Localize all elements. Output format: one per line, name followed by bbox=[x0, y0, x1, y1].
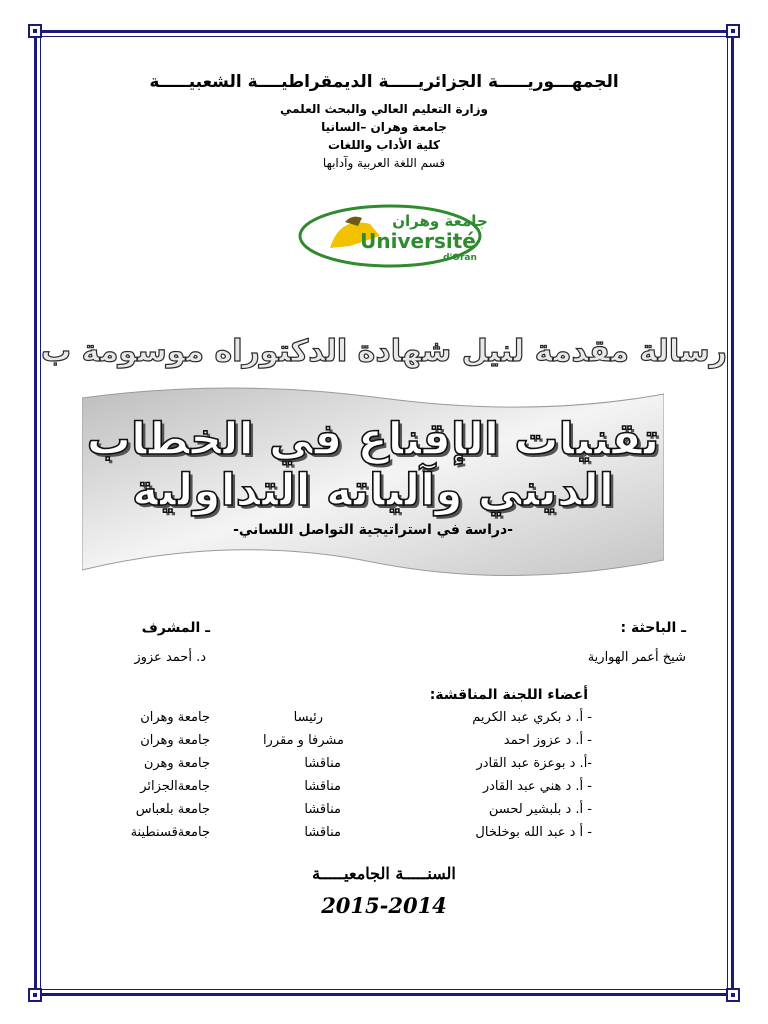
committee-member-university: جامعةقسنطينة bbox=[130, 825, 210, 840]
researcher-name: شيخ أعمر الهوارية bbox=[587, 650, 686, 665]
committee-member-university: جامعة وهران bbox=[140, 733, 210, 748]
committee-member-role: مناقشا bbox=[304, 779, 341, 794]
corner-ornament-top-left bbox=[28, 24, 42, 38]
committee-member-name: - أ. د بلبشير لحسن bbox=[488, 802, 592, 817]
logo-latin-text: Université bbox=[360, 229, 476, 253]
committee-member-role: مشرفا و مقررا bbox=[262, 733, 344, 748]
logo-arabic-text: جامعة وهران bbox=[392, 212, 488, 230]
committee-member-university: جامعة وهرن bbox=[143, 756, 210, 771]
supervisor-name: د. أحمد عزوز bbox=[134, 650, 206, 665]
committee-member-name: - أ د عبد الله بوخلخال bbox=[475, 825, 592, 840]
logo-city-text: d'Oran bbox=[443, 253, 477, 263]
corner-ornament-bottom-right bbox=[726, 988, 740, 1002]
ministry-line: وزارة التعليم العالي والبحث العلمي bbox=[279, 102, 489, 116]
corner-ornament-top-right bbox=[726, 24, 740, 38]
committee-member-role: مناقشا bbox=[304, 825, 341, 840]
academic-year-label: السنـــــة الجامعيـــــة bbox=[312, 864, 456, 883]
committee-member-name: - أ. د عزوز احمد bbox=[503, 733, 592, 748]
committee-label: أعضاء اللجنة المناقشة: bbox=[429, 687, 588, 703]
thesis-title: تقنيات الإقناع في الخطاب الديني وآلياته التداولية bbox=[86, 414, 660, 516]
committee-member-university: جامعةالجزائر bbox=[140, 779, 210, 794]
committee-member-university: جامعة بلعباس bbox=[135, 802, 210, 817]
thesis-intro: رسالة مقدمة لنيل شهادة الدكتوراه موسومة ب bbox=[41, 334, 727, 369]
faculty-line: كلية الأداب واللغات bbox=[327, 138, 441, 152]
researcher-label: ـ الباحثة : bbox=[620, 620, 686, 636]
university-logo bbox=[290, 196, 490, 274]
corner-ornament-bottom-left bbox=[28, 988, 42, 1002]
academic-year-value: 2015-2014 bbox=[321, 893, 447, 918]
thesis-subtitle: -دراسة في استراتيجية التواصل اللساني- bbox=[233, 522, 513, 538]
republic-heading: الجمهـــوريـــــة الجزائريـــــة الديمقراطيــــة الشعبيـــــة bbox=[149, 72, 619, 92]
department-line: قسم اللغة العربية وآدابها bbox=[322, 156, 446, 170]
university-line: جامعة وهران –السانيا bbox=[321, 120, 447, 134]
committee-member-name: -أ. د بوعزة عبد القادر bbox=[476, 756, 592, 771]
committee-member-university: جامعة وهران bbox=[140, 710, 210, 725]
supervisor-label: ـ المشرف bbox=[141, 620, 210, 636]
committee-member-role: مناقشا bbox=[304, 802, 341, 817]
committee-member-name: - أ. د هني عبد القادر bbox=[482, 779, 592, 794]
committee-member-role: مناقشا bbox=[304, 756, 341, 771]
committee-member-name: - أ. د بكري عبد الكريم bbox=[472, 710, 592, 725]
committee-member-role: رئيسا bbox=[293, 710, 323, 725]
